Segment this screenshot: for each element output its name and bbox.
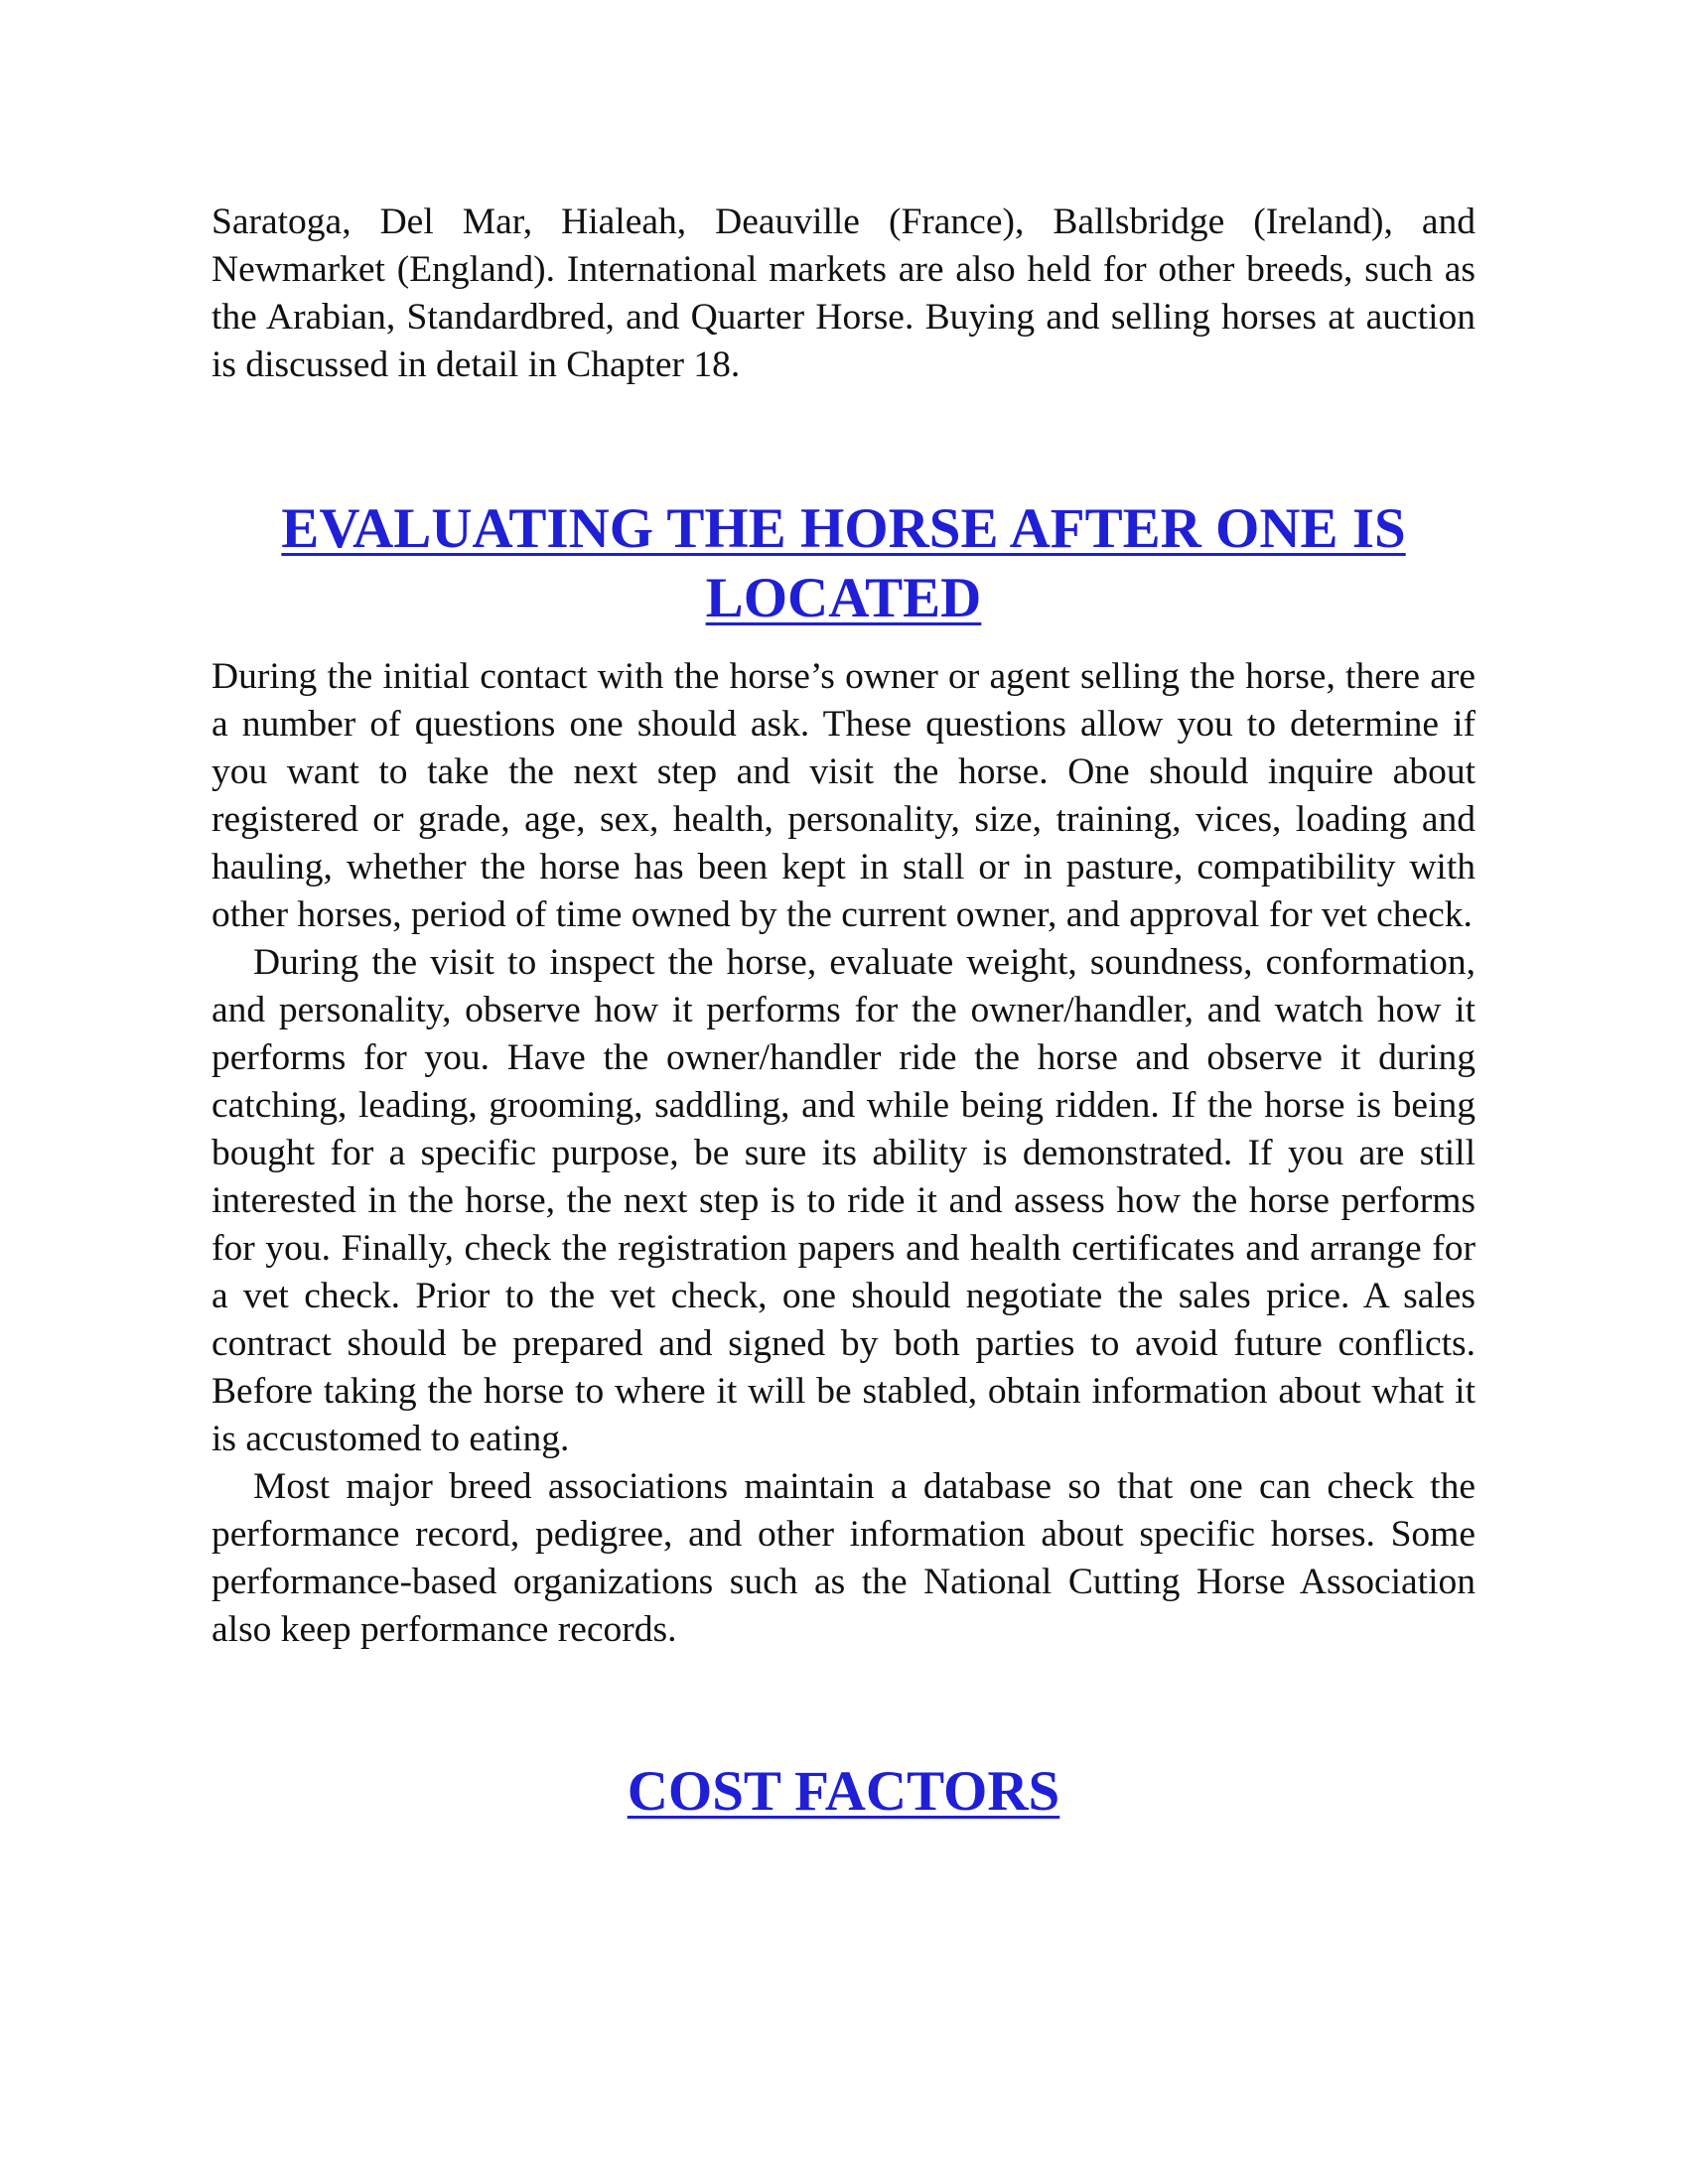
heading-link-evaluating[interactable]: EVALUATING THE HORSE AFTER ONE IS LOCATED [281,497,1406,629]
intro-paragraph: Saratoga, Del Mar, Hialeah, Deauville (France), Ballsbridge (Ireland), and Newmarket (England). International markets are also held for other breeds, such as the Arabian, Standardbred, and Quarter Horse. Buying and selling horses at auction is discussed in detail in Chapter 18. [211,202,1476,385]
evaluating-paragraph-2: During the visit to inspect the horse, evaluate weight, soundness, conformation, and personality, observe how it performs for the owner/handler, and watch how it performs for you. Have the owner/handler ride the horse and observe it during catching, leading, grooming, saddling, and while being ridden. If the horse is being bought for a specific purpose, be sure its ability is demonstrated. If you are still interested in the horse, the next step is to ride it and assess how the horse performs for you. Finally, check the registration papers and health certificates and arrange for a vet check. Prior to the vet check, one should negotiate the sales price. A sales contract should be prepared and signed by both parties to avoid future conflicts. Before taking the horse to where it will be stabled, obtain information about what it is accustomed to eating. [211,942,1476,1459]
section-heading-cost [211,1757,1476,1827]
evaluating-paragraph-3: Most major breed associations maintain a database so that one can check the performance record, pedigree, and other information about specific horses. Some performance-based organizations such as the National Cutting Horse Association also keep performance records. [211,1466,1476,1650]
heading-link-cost[interactable]: COST FACTORS [627,1760,1060,1823]
section-heading-evaluating [211,494,1476,633]
document-page [211,199,1476,1827]
evaluating-paragraph-1: During the initial contact with the horse’s owner or agent selling the horse, there are a number of questions one should ask. These questions allow you to determine if you want to take the next step and visit the horse. One should inquire about registered or grade, age, sex, health, personality, size, training, vices, loading and hauling, whether the horse has been kept in stall or in pasture, compatibility with other horses, period of time owned by the current owner, and approval for vet check. [211,656,1476,935]
